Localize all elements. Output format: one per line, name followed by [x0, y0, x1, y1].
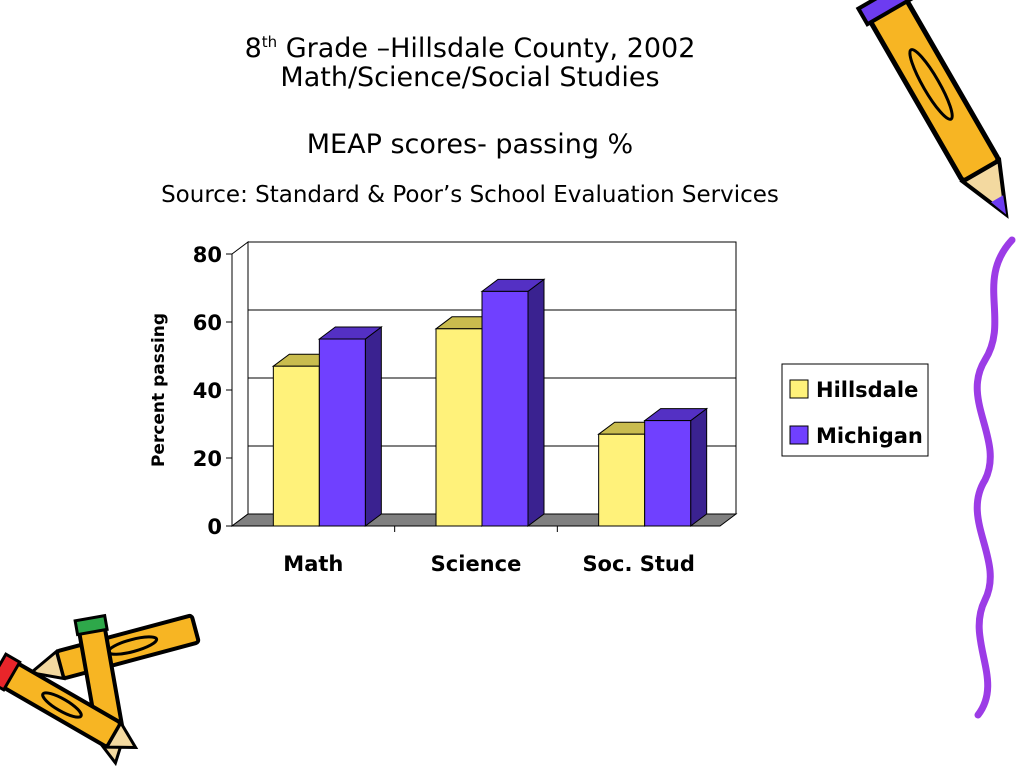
grade-suffix: th	[261, 33, 278, 51]
x-tick-label: Soc. Stud	[582, 552, 695, 576]
grade-number: 8	[244, 33, 262, 64]
title-line-1-rest: Grade –Hillsdale County, 2002	[277, 33, 696, 64]
title-line-3: MEAP scores- passing %	[306, 129, 634, 160]
y-tick-label: 40	[192, 379, 222, 403]
y-tick-label: 0	[207, 515, 222, 539]
legend-label: Michigan	[816, 424, 923, 448]
y-tick-label: 80	[192, 243, 222, 267]
y-tick-label: 20	[192, 447, 222, 471]
source-line: Source: Standard & Poor’s School Evaluation Services	[161, 182, 779, 208]
x-tick-label: Science	[430, 552, 522, 576]
legend-label: Hillsdale	[816, 378, 919, 402]
x-tick-label: Math	[283, 552, 344, 576]
squiggle-decoration	[977, 240, 1012, 715]
pencil-icon-top-right	[858, 0, 1024, 227]
y-axis-title: Percent passing	[149, 312, 169, 468]
title-line-2: Math/Science/Social Studies	[280, 62, 660, 93]
y-tick-label: 60	[192, 311, 222, 335]
